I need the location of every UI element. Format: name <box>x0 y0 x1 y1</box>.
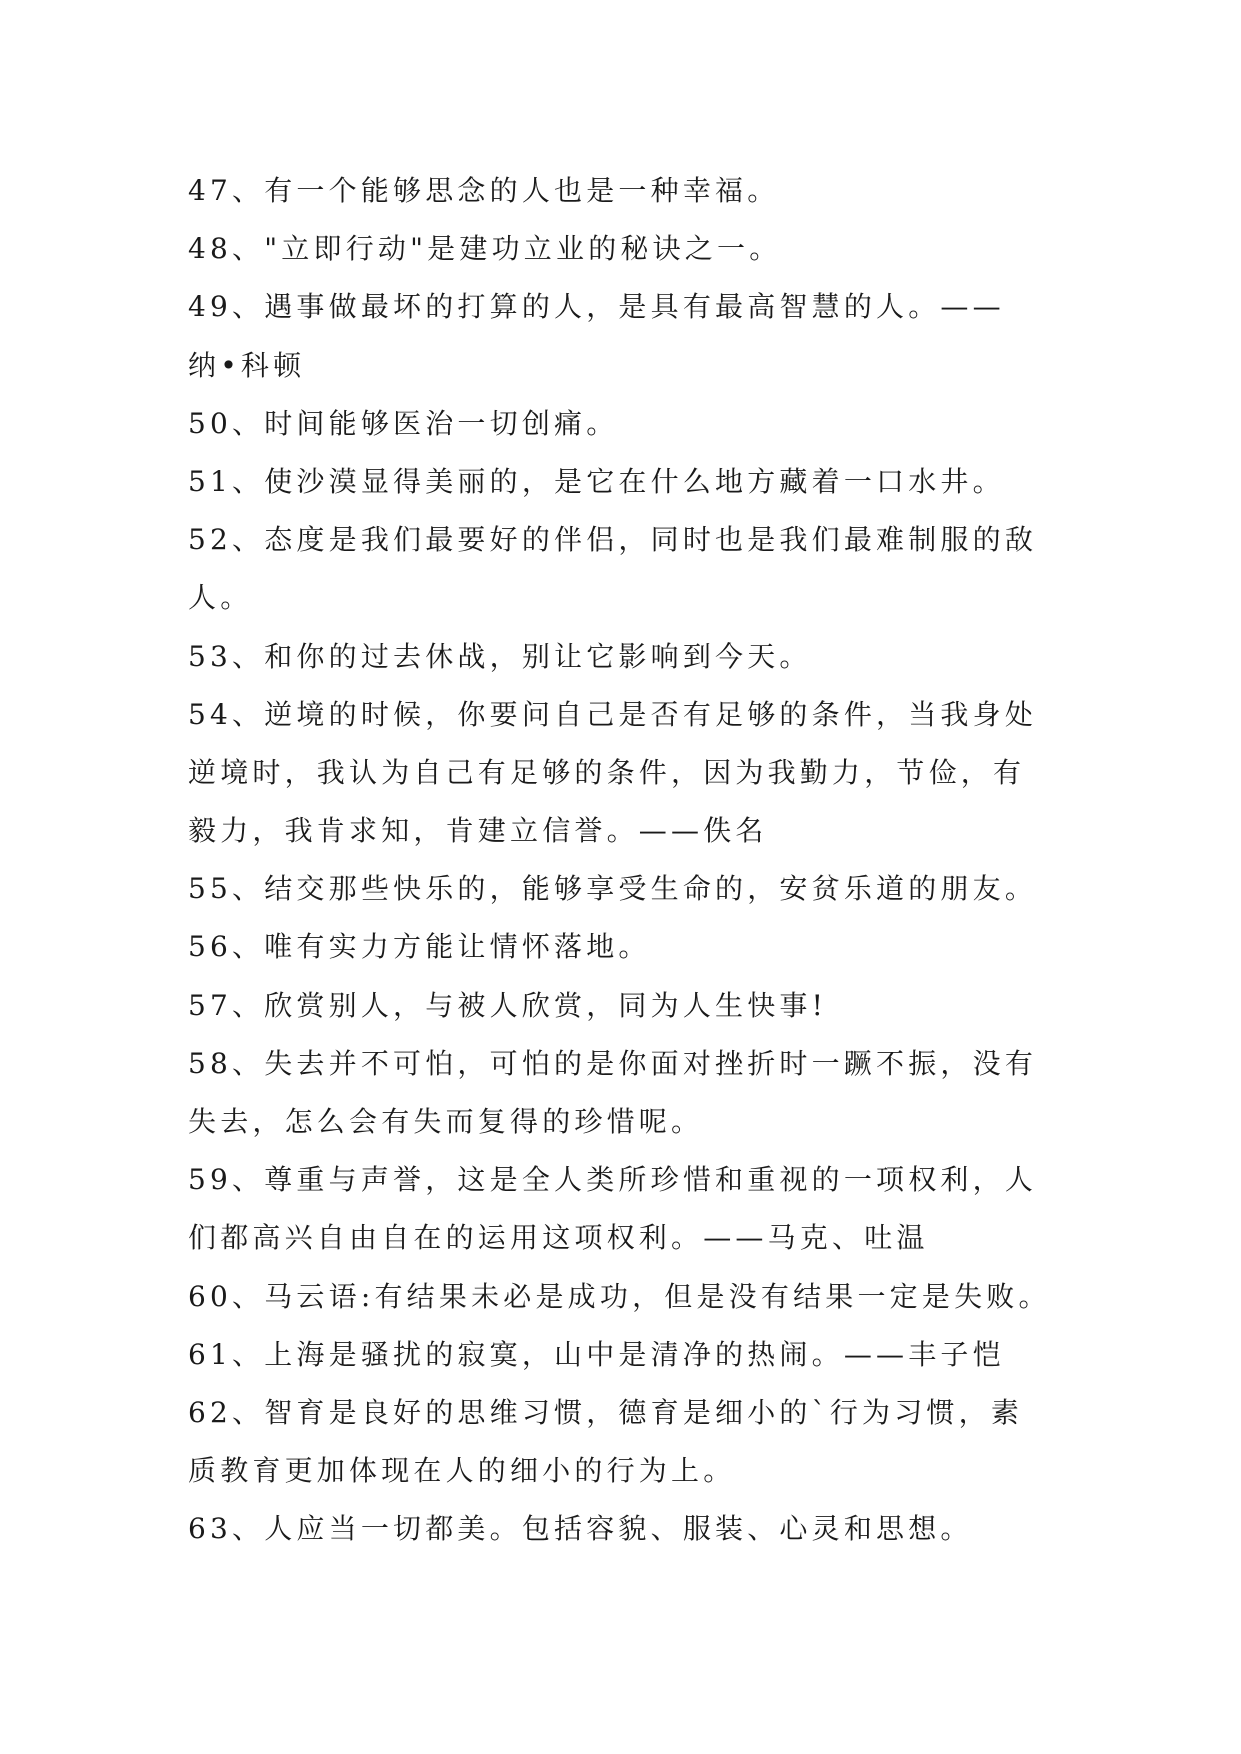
quote-list <box>188 162 1068 1559</box>
text-line: 52、态度是我们最要好的伴侣，同时也是我们最难制服的敌 <box>188 523 1038 557</box>
text-line: 53、和你的过去休战，别让它影响到今天。 <box>188 639 812 673</box>
text-line: 50、时间能够医治一切创痛。 <box>188 406 619 440</box>
text-line: 63、人应当一切都美。包括容貌、服装、心灵和思想。 <box>188 1512 973 1546</box>
text-line: 62、智育是良好的思维习惯，德育是细小的`行为习惯，素 <box>188 1395 1024 1429</box>
text-line: 47、有一个能够思念的人也是一种幸福。 <box>188 174 780 207</box>
text-line: 纳•科顿 <box>188 348 306 382</box>
text-line: 56、唯有实力方能让情怀落地。 <box>188 930 651 964</box>
text-line: 54、逆境的时候，你要问自己是否有足够的条件，当我身处 <box>188 697 1038 731</box>
text-line: 们都高兴自由自在的运用这项权利。——马克、吐温 <box>188 1221 929 1255</box>
text-line: 57、欣赏别人，与被人欣赏，同为人生快事! <box>188 988 828 1022</box>
text-line: 48、"立即行动"是建功立业的秘诀之一。 <box>188 232 782 266</box>
text-line: 49、遇事做最坏的打算的人，是具有最高智慧的人。—— <box>188 290 1005 324</box>
text-line: 失去，怎么会有失而复得的珍惜呢。 <box>188 1105 704 1138</box>
text-line: 55、结交那些快乐的，能够享受生命的，安贫乐道的朋友。 <box>188 872 1038 906</box>
text-line: 59、尊重与声誉，这是全人类所珍惜和重视的一项权利，人 <box>188 1163 1038 1197</box>
text-line: 58、失去并不可怕，可怕的是你面对挫折时一蹶不振，没有 <box>188 1046 1038 1080</box>
text-line: 质教育更加体现在人的细小的行为上。 <box>188 1454 736 1488</box>
text-line: 人。 <box>188 581 253 615</box>
text-line: 毅力，我肯求知，肯建立信誉。——佚名 <box>188 814 768 848</box>
text-line: 60、马云语:有结果未必是成功，但是没有结果一定是失败。 <box>188 1279 1051 1313</box>
text-line: 51、使沙漠显得美丽的，是它在什么地方藏着一口水井。 <box>188 464 1005 498</box>
text-line: 61、上海是骚扰的寂寞，山中是清净的热闹。——丰子恺 <box>188 1337 1005 1371</box>
text-line: 逆境时，我认为自己有足够的条件，因为我勤力，节俭，有 <box>188 755 1026 789</box>
